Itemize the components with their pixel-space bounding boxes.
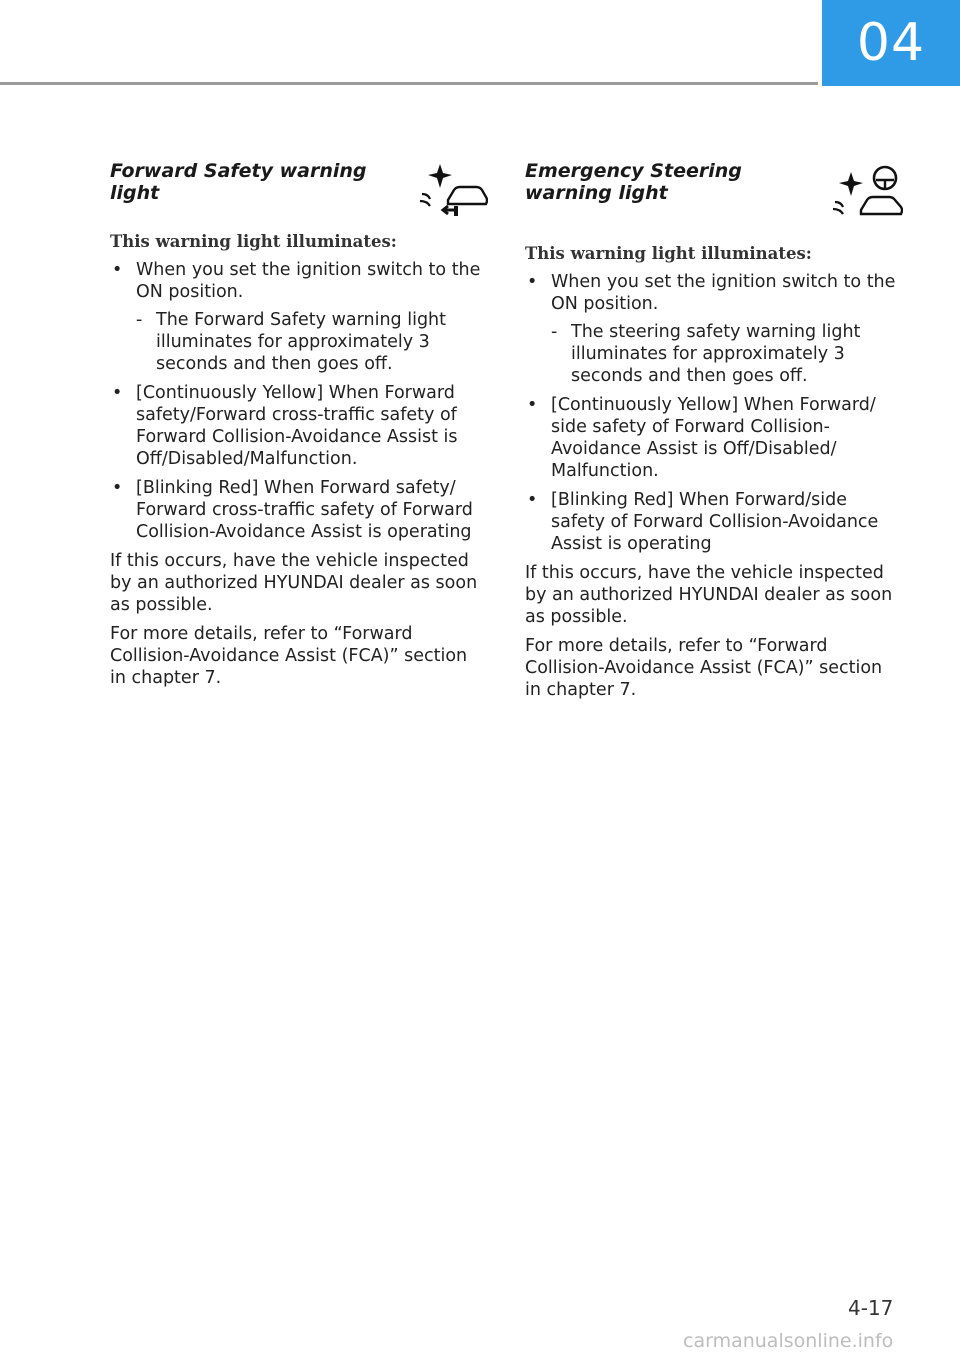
bullet-dot: • <box>527 490 538 510</box>
bullet-dot: • <box>527 395 538 415</box>
left-column <box>110 150 488 696</box>
left-paragraph-2: For more details, refer to “Forward Collision-Avoidance Assist (FCA)” section in chapter 7. <box>110 624 468 688</box>
right-bullet-1-sub: The steering safety warning light illuminates for approximately 3 seconds and then goes off. <box>571 322 861 386</box>
right-bullet-2: [Continuously Yellow] When Forward/ side safety of Forward Collision-Avoidance Assist is Off/Disabled/ Malfunction. <box>551 395 876 481</box>
right-bullet-3: [Blinking Red] When Forward/side safety of Forward Collision-Avoidance Assist is operating <box>551 490 879 554</box>
list-item <box>110 477 488 543</box>
left-sub-item <box>136 309 488 375</box>
left-bullet-1: When you set the ignition switch to the ON position. <box>136 260 481 302</box>
left-paragraph-1: If this occurs, have the vehicle inspected by an authorized HYUNDAI dealer as soon as possible. <box>110 551 478 615</box>
chapter-tab: 04 <box>822 0 960 86</box>
right-paragraph-1: If this occurs, have the vehicle inspected by an authorized HYUNDAI dealer as soon as possible. <box>525 563 893 627</box>
left-section-header <box>110 150 488 220</box>
right-column <box>525 150 903 708</box>
list-item <box>525 489 903 555</box>
list-item <box>525 394 903 482</box>
left-section-title: Forward Safety warning light <box>110 160 367 204</box>
right-bullet-1: When you set the ignition switch to the ON position. <box>551 272 896 314</box>
right-illuminates-heading: This warning light illuminates: <box>525 244 812 263</box>
list-item <box>110 382 488 470</box>
bullet-dot: • <box>112 478 123 498</box>
left-bullet-list <box>110 259 488 543</box>
right-section-header <box>525 150 903 220</box>
watermark: carmanualsonline.info <box>683 1330 894 1352</box>
dash-marker: - <box>136 310 143 330</box>
bullet-dot: • <box>112 383 123 403</box>
page-number: 4-17 <box>848 1296 894 1320</box>
bullet-dot: • <box>527 272 538 292</box>
list-item <box>525 271 903 387</box>
header-rule <box>0 82 818 85</box>
list-item <box>110 259 488 375</box>
left-bullet-2: [Continuously Yellow] When Forward safety/Forward cross-traffic safety of Forward Collision-Avoidance Assist is Off/Disabled/Malfunction. <box>136 383 458 469</box>
right-sub-item <box>551 321 903 387</box>
left-bullet-1-sub: The Forward Safety warning light illuminates for approximately 3 seconds and then goes off. <box>156 310 447 374</box>
left-illuminates-heading: This warning light illuminates: <box>110 232 397 251</box>
dash-marker: - <box>551 322 558 342</box>
bullet-dot: • <box>112 260 123 280</box>
emergency-steering-icon <box>833 164 903 220</box>
right-bullet-list <box>525 271 903 555</box>
right-paragraph-2: For more details, refer to “Forward Collision-Avoidance Assist (FCA)” section in chapter 7. <box>525 636 883 700</box>
left-bullet-3: [Blinking Red] When Forward safety/ Forward cross-traffic safety of Forward Collision-Avoidance Assist is operating <box>136 478 473 542</box>
right-section-title: Emergency Steering warning light <box>525 160 742 204</box>
forward-safety-icon <box>418 164 488 220</box>
